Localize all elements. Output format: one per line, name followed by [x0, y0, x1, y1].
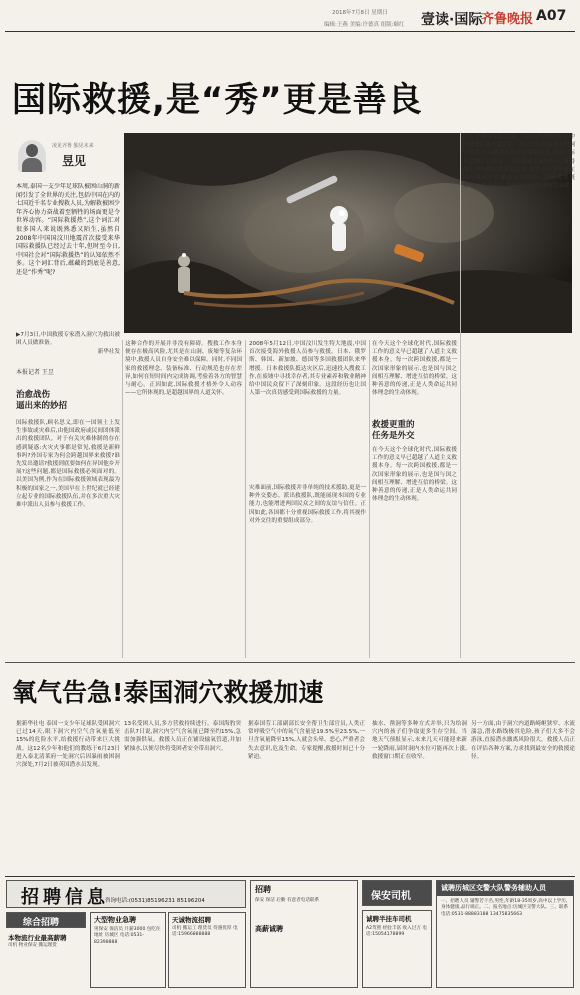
second-col-1: 据新华社电 泰国一支少年足球队受困洞穴已过14天,眼下洞穴内空气含氧量低至15%的危险水平,给救援行动带来巨大挑战。这12名少年和他们的教练于6月23日进入泰北清莱府一处洞穴后因暴雨被困洞穴深处,7月2日被英国潜水员发现。: [16, 721, 120, 769]
ad-hiring-title: 招聘: [255, 885, 271, 894]
ad-traffic-text: 一、招聘人员 辅警若干名,男性,年龄18-35周岁,高中以上学历,身体健康,品行端正。二、报名地点:历城区交警大队。三、联系电话:0531-88883188 13475835663: [441, 899, 569, 917]
ad-rule: [5, 876, 575, 877]
ad-tiancheng-title: 天诚物流招聘: [172, 916, 211, 924]
main-col-5a: 在今天这个全球化时代,国际救援工作的意义早已超越了人道主义救援本身。每一次跨国救援,都是一次国家形象的展示,也是国与国之间相互理解、增进互信的桥梁。这种善意的传递,正是人类命运共同体理念的生动体现。: [372, 341, 457, 397]
column-tag: 凌见齐鲁 独见未来: [52, 143, 94, 149]
main-col-1: 国际救援队,顾名思义,即在一国领土上发生事故或灾难后,由他国政府或民间团体派出的救援团队。对于有关灾难体制的存在感到疑惑:火灾火事都是常见,救援是新鲜事吗?外国专家为何会跨越国界来救援?谁先发出邀请?救援到底要如何在异国他乡开展?这些问题,都是国际救援必须面对的。以美国为例,作为在国际救援领域表现最为积极的国家之一,美国早在上世纪就已经建立起专业的国际救援队伍,并在多次重大灾难中派出人员参与救援工作。: [16, 420, 120, 509]
caption-credit: 新华社发: [97, 349, 120, 355]
section-title: 壹读·国际: [421, 12, 483, 28]
column-name: 昱见: [62, 154, 87, 168]
ad-driver-text: A2驾照 经验丰富 收入过万 电话:15054178899: [366, 926, 427, 938]
ad-property-text: 男保安 保洁员 月薪3000 包吃住 地址 历城区 电话:0531-82398888: [94, 927, 161, 945]
main-headline: 国际救援,是“秀”更是善良: [12, 80, 423, 120]
section-rule: [5, 662, 575, 663]
date-line: 2018年7月8日 星期日: [332, 10, 388, 16]
main-col-4: 灾难面前,国际救援并非单纯的技术援助,更是一种外交姿态。派出救援队,既能展现本国的专业能力,也能增进两国民众之间的友谊与信任。正因如此,各国都十分重视国际救援工作,将其视作对外交往的重要组成部分。: [249, 485, 366, 524]
ad-tiancheng: [168, 912, 246, 988]
second-col-5: 另一方面,由于洞穴内道路崎岖狭窄、水流湍急,潜水路线极其危险,孩子们大多不会游泳,直接潜水撤离风险很大。救援人员正在评估各种方案,力求找到最安全的救援途径。: [471, 721, 575, 760]
recruit-phone: 咨询电话:(0531)85196231 85196204: [105, 898, 205, 904]
page-number: A07: [536, 8, 567, 24]
byline: 本报记者 王昱: [16, 369, 54, 376]
divider: [369, 340, 370, 658]
recruit-tag: [6, 912, 86, 928]
ad-property: [90, 912, 166, 988]
second-col-3: 据泰国劳工部副部长安全帮卫生部官员,人类正常呼吸空气中的氧气含量是19.5%至23.5%,一旦含氧量降至15%,人就会头晕、恶心,严重者会失去意识,危及生命。专家提醒,救援时间已十分紧迫。: [248, 721, 365, 760]
column-author-photo: [18, 140, 46, 172]
recruit-sub: 司机 物业保安 搬运理货: [8, 943, 57, 948]
main-col-6: 交汇于泰国北部山洞。在国际救援舞台上,中国救援队越来越活跃。从尼泊尔地震到泰国洞穴救援,中国救援队的身影频频出现,受到国际社会的广泛赞誉。中国救援力量的壮大,既得益于国内救灾体系的完善,也离不开多年来在国际救援中积累的宝贵经验。国际救援既是“秀”,也是善良;秀的是实力,传递的是温暖。: [463, 134, 575, 190]
avatar: [26, 144, 38, 157]
divider: [122, 340, 123, 658]
ad-security-title: 保安司机: [371, 891, 411, 902]
ad-security-tag: [362, 880, 432, 906]
recruit-tag-label: 综合招聘: [23, 918, 60, 928]
divider: [460, 133, 461, 658]
main-col-3: 2008年5月12日,中国汶川发生特大地震,中国首次接受海外救援人员参与救援。日本、俄罗斯、韩国、新加坡、德国等多国救援团队来华增援。日本救援队抵达灾区后,迅速投入搜救工作,在废墟中寻找幸存者,其专业素养和敬业精神给中国民众留下了深刻印象。这段经历也让国人第一次真切感受到国际救援的力量。: [249, 341, 366, 397]
brand-logo: 齐鲁晚报: [481, 12, 534, 27]
editors-line: 编辑:王燕 美编:许德真 组版:颐红: [324, 22, 405, 28]
ad-property-title: 大型物业急聘: [94, 916, 136, 924]
second-col-2: 13名受困人员,多方营救持续进行。泰国海豹突击队7日说,洞穴内空气含氧量已降至约15%,急需加强供氧。救援人员正在铺设输氧管道,并加紧抽水,以便尽快将受困者安全带出洞穴。: [124, 721, 241, 752]
subheading-1: 治愈战伤 逼出来的妙招: [16, 390, 68, 411]
second-col-4: 抽水、凿洞等多种方式并举,只为给洞穴内的孩子们争取更多生存空间。当地天气预报显示,未来几天可能迎来新一轮降雨,届时洞内水位可能再次上涨,救援窗口期正在收窄。: [372, 721, 467, 760]
ad-traffic-title: 诚聘历城区交警大队警务辅助人员: [437, 881, 573, 896]
ad-tiancheng-text: 司机 搬运工 理货员 待遇优厚 电话:15966888888: [172, 926, 238, 938]
header-rule: [5, 31, 575, 32]
main-col-2: 这种合作的开展并非没有障碍。搜救工作本身便存在极高风险,尤其是在山洞、废墟等复杂环境中,救援人员自身安全难以保障。同时,不同国家的救援理念、装备标准、行动规范也存在差异,如何在短时间内完成协调,考验着各方的智慧与耐心。正因如此,国际救援才格外令人动容——它所体现的,是超越国界的人道关怀。: [125, 341, 242, 397]
photo-caption: ▶7月3日,中国救援专家潜入洞穴为救出被困人员做准备。: [16, 332, 120, 347]
ad-hiring-text: 保安 保洁 后勤 有意者电话联系: [255, 898, 320, 903]
recruit-header-box: [6, 880, 246, 908]
lead-paragraph: 本周,泰国一支少年足球队被困山洞的新闻引发了全世界的关注,包括中国在内的七国近千名专业搜救人员,为解救被困少年齐心协力奋战着至牺牲的场面更是令世界动容。“国际救援热”,这个词汇对很多国人来说既熟悉又陌生,虽然自2008年中国国汶川地震首次接受来华国际救援队已经过去十年,但时至今日,中国社会对“国际救援热”的认知依然不多。这个词汇背后,蕴藏的到底是善意,还是“作秀”呢?: [16, 183, 120, 276]
ad-hiring: [250, 880, 358, 988]
recruit-title: 招聘信息: [21, 887, 109, 908]
ad-driver: [362, 910, 432, 988]
ad-driver-title: 诚聘半挂车司机: [366, 915, 412, 923]
divider: [245, 340, 246, 658]
ad-traffic-police: [436, 880, 574, 988]
main-col-5b: 在今天这个全球化时代,国际救援工作的意义早已超越了人道主义救援本身。每一次跨国救援,都是一次国家形象的展示,也是国与国之间相互理解、增进互信的桥梁。这种善意的传递,正是人类命运共同体理念的生动体现。: [372, 447, 457, 503]
subheading-2: 救援更重的 任务是外交: [372, 420, 415, 441]
recruit-line: 本物流行业最高薪聘: [8, 934, 67, 942]
ad-security2-title: 高薪诚聘: [255, 925, 283, 934]
second-headline: 氧气告急!泰国洞穴救援加速: [12, 678, 324, 707]
